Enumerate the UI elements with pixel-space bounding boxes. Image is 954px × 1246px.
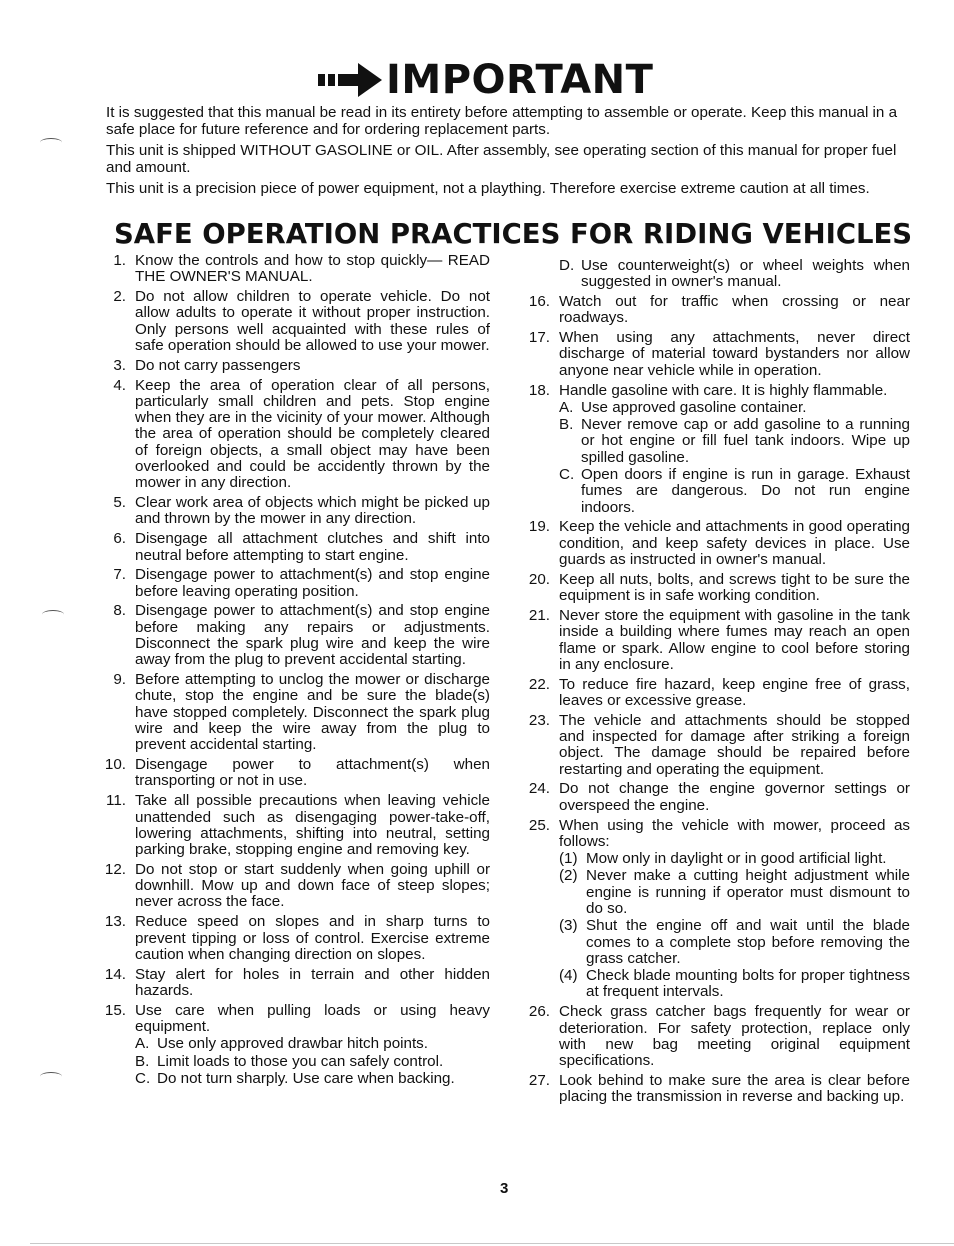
sub-item [559, 918, 910, 967]
rule-item [520, 383, 910, 516]
right-column [520, 257, 910, 1109]
rule-item [104, 1003, 490, 1087]
rule-text: Check grass catcher bags frequently for wear or deterioration. For safety protection, replace only with new bag meeting original equipment specifications. [559, 1003, 910, 1070]
rule-text: Disengage all attachment clutches and shift into neutral before attempting to start engine. [135, 530, 490, 564]
punch-hole-mark [40, 1072, 62, 1081]
rule-number: 14. [104, 965, 126, 983]
rule-body [135, 1003, 490, 1087]
rule-number: 4. [113, 376, 126, 394]
rule-item [104, 495, 490, 528]
rule-body [559, 294, 910, 327]
rule-body [559, 1004, 910, 1069]
rule-item [104, 253, 490, 286]
rule-number: 22. [528, 675, 550, 693]
sub-item-text: Use only approved drawbar hitch points. [157, 1035, 428, 1053]
intro-text [106, 104, 912, 201]
left-column [104, 253, 490, 1091]
rule-item [520, 818, 910, 1001]
rule-body [135, 793, 490, 858]
rule-body [135, 672, 490, 753]
sub-item-label: C. [135, 1069, 151, 1087]
rule-number: 15. [104, 1001, 126, 1019]
rule-text: Before attempting to unclog the mower or discharge chute, stop the engine and be sure the blade(s) have stopped completely. Disconnect the spark plug wire and keep the wire away from the plug to prevent accidental starting. [135, 671, 490, 754]
rule-text: Keep the area of operation clear of all persons, particularly small children and pets. Stop engine when they are in the vicinity of your mower. Although the area of operation should be completely cleared of foreign objects, a small object may have been overlooked and could be accidently thrown by the mower in any direction. [135, 376, 490, 492]
rule-body [135, 567, 490, 600]
rule-number: 7. [113, 566, 126, 584]
sub-item-text: Do not turn sharply. Use care when backing. [157, 1069, 455, 1087]
rule-text: Keep all nuts, bolts, and screws tight to be sure the equipment is in safe working condition. [559, 570, 910, 605]
rule-number: 17. [528, 329, 550, 347]
rule-text: Clear work area of objects which might be picked up and thrown by the mower in any direction. [135, 494, 490, 528]
rule-number: 24. [528, 780, 550, 798]
rule-number: 16. [528, 293, 550, 311]
rule-body [559, 572, 910, 605]
rule-text: Handle gasoline with care. It is highly flammable. [559, 381, 888, 399]
rule-item [104, 757, 490, 790]
sub-item [135, 1071, 490, 1087]
rule-text: Do not carry passengers [135, 356, 301, 374]
rule-text: Look behind to make sure the area is clear before placing the transmission in reverse and backing up. [559, 1071, 910, 1106]
rule-text: Know the controls and how to stop quickly— READ THE OWNER'S MANUAL. [135, 252, 490, 286]
rule-number: 23. [528, 711, 550, 729]
rule-item [104, 672, 490, 753]
sub-item-text: Shut the engine off and wait until the blade comes to a complete stop before removing the grass catcher. [586, 917, 910, 967]
rule-text: Stay alert for holes in terrain and other hidden hazards. [135, 965, 490, 999]
rule-item [520, 1004, 910, 1069]
sub-item [559, 417, 910, 466]
rule-text: Do not stop or start suddenly when going uphill or downhill. Mow up and down face of steep slopes; never across the face. [135, 860, 490, 911]
rule-text: Take all possible precautions when leaving vehicle unattended such as disengaging power-take-off, lowering attachments, shifting into neutral, setting parking brake, stopping engine and removing key. [135, 792, 490, 859]
rule-item [520, 330, 910, 379]
rule-number: 6. [113, 530, 126, 548]
rule-text: Use care when pulling loads or using heavy equipment. [135, 1001, 490, 1036]
rule-text: To reduce fire hazard, keep engine free of grass, leaves or excessive grease. [559, 675, 910, 709]
important-title: IMPORTANT [386, 57, 654, 103]
rule-number: 20. [528, 570, 550, 588]
sub-item-text: Never remove cap or add gasoline to a running or hot engine or fill fuel tank indoors. Wipe up spilled gasoline. [581, 416, 910, 466]
rule-number: 1. [113, 252, 126, 269]
sub-item-label: C. [559, 466, 575, 484]
sub-item-label: D. [559, 257, 575, 274]
important-header [318, 57, 654, 103]
intro-paragraph: This unit is shipped WITHOUT GASOLINE or OIL. After assembly, see operating section of this manual for proper fuel and amount. [106, 142, 897, 176]
rule-number: 13. [104, 913, 126, 931]
sub-item-label: B. [559, 416, 574, 434]
rule-item [104, 862, 490, 911]
rule-number: 3. [113, 356, 126, 374]
rule-item [520, 677, 910, 710]
sub-item-text: Use counterweight(s) or wheel weights when suggested in owner's manual. [581, 257, 910, 291]
rule-body [135, 914, 490, 963]
rule-number: 18. [528, 381, 550, 399]
rule-text: Disengage power to attachment(s) and stop engine before making any repairs or adjustments. Disconnect the spark plug wire and keep the wire away from the plug to prevent accidental starting. [135, 602, 490, 669]
sub-item-text: Mow only in daylight or in good artificial light. [586, 850, 887, 868]
rule-body [135, 757, 490, 790]
rule-number: 11. [106, 792, 126, 810]
sub-item-label: (3) [559, 917, 578, 935]
sub-item [559, 400, 910, 416]
rule-item [520, 519, 910, 568]
rule-body [559, 519, 910, 568]
rule-text: The vehicle and attachments should be stopped and inspected for damage after striking a foreign object. The damage should be repaired before restarting and operating the equipment. [559, 711, 910, 778]
sub-item-text: Open doors if engine is run in garage. Exhaust fumes are dangerous. Do not run engine indoors. [581, 466, 910, 516]
sub-item-label: A. [559, 398, 574, 416]
intro-paragraph: It is suggested that this manual be read in its entirety before attempting to assemble or operate. Keep this manual in a safe place for future reference and for ordering replacement parts. [106, 104, 898, 138]
rule-item [104, 378, 490, 492]
rule-number: 12. [104, 860, 126, 878]
sub-item [135, 1054, 490, 1070]
rule-body [559, 781, 910, 814]
rule-body [559, 608, 910, 673]
rule-number: 8. [113, 602, 126, 620]
bottom-rule [30, 1243, 954, 1244]
sub-item [135, 1036, 490, 1052]
page-number: 3 [500, 1180, 509, 1197]
punch-hole-mark [42, 610, 64, 619]
rule-body [135, 358, 490, 374]
rule-text: Watch out for traffic when crossing or near roadways. [559, 293, 910, 327]
sub-item-label: B. [135, 1052, 150, 1070]
rule-body [135, 531, 490, 564]
rule-item [520, 572, 910, 605]
rule-number: 25. [528, 816, 550, 834]
rule-number: 19. [528, 518, 550, 536]
rule-item [104, 358, 490, 374]
rule-body [559, 383, 910, 516]
rule-number: 21. [528, 606, 550, 624]
rule-text: Disengage power to attachment(s) when transporting or not in use. [135, 756, 490, 790]
section-title: SAFE OPERATION PRACTICES FOR RIDING VEHICLES [114, 218, 913, 250]
continued-sub-item [520, 258, 910, 291]
sub-item-text: Never make a cutting height adjustment while engine is running if operator must dismount to do so. [586, 867, 910, 917]
rule-item [520, 713, 910, 778]
rule-item [520, 608, 910, 673]
rule-text: Never store the equipment with gasoline in the tank inside a building where fumes may reach an open flame or spark. Allow engine to cool before storing in any enclosure. [559, 606, 910, 673]
rule-item [520, 781, 910, 814]
rule-number: 10. [104, 756, 126, 774]
rule-number: 26. [528, 1003, 550, 1021]
rule-item [104, 603, 490, 668]
rule-number: 5. [113, 494, 126, 512]
rule-text: Reduce speed on slopes and in sharp turns to prevent tipping or loss of control. Exercise extreme caution when changing direction on slopes. [135, 913, 490, 963]
rule-body [135, 967, 490, 1000]
rule-text: Do not change the engine governor settings or overspeed the engine. [559, 780, 910, 814]
rule-text: Disengage power to attachment(s) and stop engine before leaving operating position. [135, 566, 490, 600]
sub-item [559, 851, 910, 867]
sub-item-text: Check blade mounting bolts for proper tightness at frequent intervals. [586, 967, 910, 1001]
rule-item [104, 289, 490, 354]
sub-item-label: (1) [559, 850, 578, 868]
sub-item [559, 968, 910, 1001]
rule-number: 9. [113, 671, 126, 689]
sub-item [559, 868, 910, 917]
rule-item [104, 793, 490, 858]
rule-body [135, 253, 490, 286]
sub-item-label: A. [135, 1035, 150, 1053]
rule-body [135, 378, 490, 492]
rule-body [135, 862, 490, 911]
rule-number: 2. [113, 288, 126, 306]
rule-item [104, 567, 490, 600]
rule-body [559, 1073, 910, 1106]
rule-text: When using the vehicle with mower, proceed as follows: [559, 816, 910, 850]
rule-item [520, 1073, 910, 1106]
sub-item-label: (4) [559, 967, 578, 985]
rule-body [559, 818, 910, 1001]
rule-number: 27. [528, 1071, 550, 1089]
rule-text: Keep the vehicle and attachments in good operating condition, and keep safety devices in place. Use guards as instructed in owner's manual. [559, 518, 910, 569]
rule-item [104, 914, 490, 963]
rule-body [559, 677, 910, 710]
rule-body [135, 603, 490, 668]
sub-item-text: Use approved gasoline container. [581, 398, 807, 416]
rule-body [559, 330, 910, 379]
punch-hole-mark [40, 138, 62, 147]
rule-text: Do not allow children to operate vehicle. Do not allow adults to operate it without proper instruction. Only persons well acquainted with these rules of safe operation should be allowed to use your mower. [135, 288, 490, 354]
rule-item [520, 294, 910, 327]
rule-body [559, 713, 910, 778]
rule-body [135, 495, 490, 528]
right-arrow-icon [318, 61, 384, 99]
rule-item [104, 531, 490, 564]
sub-item-label: (2) [559, 867, 578, 885]
rule-text: When using any attachments, never direct discharge of material toward bystanders nor allow anyone near vehicle while in operation. [559, 329, 910, 379]
rule-item [104, 967, 490, 1000]
sub-item-text: Limit loads to those you can safely control. [157, 1052, 444, 1070]
intro-paragraph: This unit is a precision piece of power equipment, not a plaything. Therefore exercise extreme caution at all times. [106, 180, 870, 197]
sub-item [559, 467, 910, 516]
rule-body [135, 289, 490, 354]
